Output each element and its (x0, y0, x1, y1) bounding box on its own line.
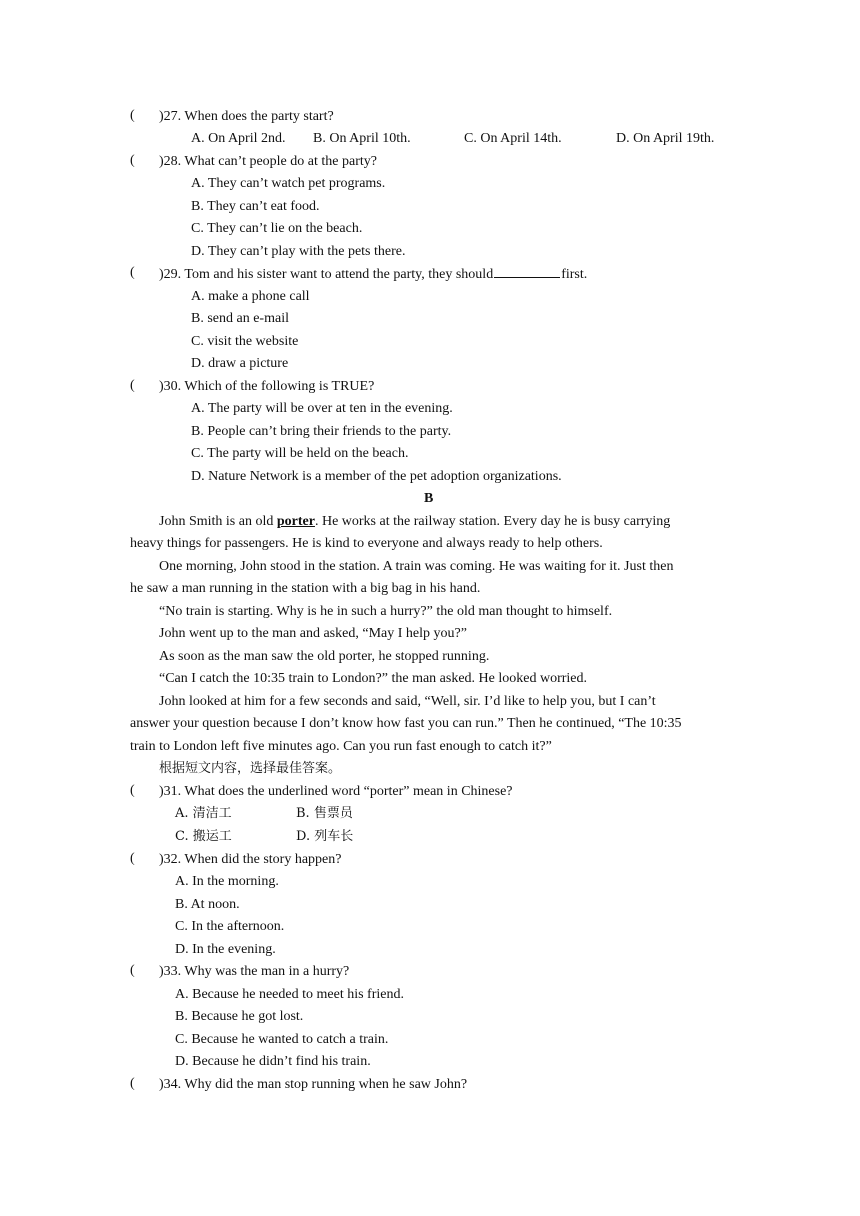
passage-line (159, 513, 670, 531)
passage-line: answer your question because I don’t know how fast you can run.” Then he continued, “The 10:35 (130, 716, 682, 731)
question-stem: )27. When does the party start? (159, 109, 334, 124)
answer-paren[interactable]: ( (130, 108, 135, 123)
passage-line: “No train is starting. Why is he in such a hurry?” the old man thought to himself. (159, 604, 613, 619)
option-c[interactable]: C. Because he wanted to catch a train. (175, 1032, 389, 1047)
option-b[interactable]: B. send an e-mail (191, 311, 289, 326)
passage-line: “Can I catch the 10:35 train to London?” the man asked. He looked worried. (159, 671, 588, 686)
option-d[interactable]: D. draw a picture (191, 356, 289, 371)
option-b[interactable]: B. 售票员 (296, 806, 353, 821)
option-c[interactable]: C. On April 14th. (464, 131, 562, 146)
option-c[interactable]: C. The party will be held on the beach. (191, 446, 409, 461)
question-stem: )32. When did the story happen? (159, 852, 342, 867)
option-b[interactable]: B. People can’t bring their friends to the party. (191, 424, 452, 439)
option-c[interactable]: C. 搬运工 (175, 829, 232, 844)
option-d[interactable]: D. Because he didn’t find his train. (175, 1054, 371, 1069)
option-a[interactable]: A. They can’t watch pet programs. (191, 176, 386, 191)
option-a[interactable]: A. make a phone call (191, 289, 310, 304)
option-a[interactable]: A. Because he needed to meet his friend. (175, 987, 404, 1002)
question-stem: )31. What does the underlined word “porter” mean in Chinese? (159, 784, 513, 799)
option-b[interactable]: B. At noon. (175, 897, 240, 912)
underlined-word-porter: porter (276, 514, 315, 529)
passage-line: One morning, John stood in the station. A train was coming. He was waiting for it. Just then (159, 559, 674, 574)
answer-paren[interactable]: ( (130, 1076, 135, 1091)
answer-paren[interactable]: ( (130, 963, 135, 978)
option-c[interactable]: C. visit the website (191, 334, 299, 349)
option-a[interactable]: A. On April 2nd. (191, 131, 286, 146)
option-c[interactable]: C. They can’t lie on the beach. (191, 221, 363, 236)
option-b[interactable]: B. They can’t eat food. (191, 199, 320, 214)
instruction-text: 根据短文内容，选择最佳答案。 (159, 761, 342, 776)
section-heading: B (424, 491, 434, 506)
answer-paren[interactable]: ( (130, 851, 135, 866)
option-c[interactable]: C. In the afternoon. (175, 919, 285, 934)
option-d[interactable]: D. They can’t play with the pets there. (191, 244, 406, 259)
option-d[interactable]: D. In the evening. (175, 942, 276, 957)
option-d[interactable]: D. Nature Network is a member of the pet adoption organizations. (191, 469, 562, 484)
question-stem: )33. Why was the man in a hurry? (159, 964, 350, 979)
question-stem: )34. Why did the man stop running when he saw John? (159, 1077, 468, 1092)
passage-line: John went up to the man and asked, “May I help you?” (159, 626, 467, 641)
passage-text: . He works at the railway station. Every day he is busy carrying (314, 514, 671, 529)
question-stem (159, 265, 587, 284)
passage-line: he saw a man running in the station with a big bag in his hand. (130, 581, 481, 596)
passage-line: train to London left five minutes ago. Can you run fast enough to catch it?” (130, 739, 552, 754)
answer-paren[interactable]: ( (130, 153, 135, 168)
answer-paren[interactable]: ( (130, 378, 135, 393)
passage-line: heavy things for passengers. He is kind to everyone and always ready to help others. (130, 536, 603, 551)
answer-paren[interactable]: ( (130, 265, 135, 280)
stem-before-blank: )29. Tom and his sister want to attend the party, they should (159, 267, 494, 282)
passage-text: John Smith is an old (159, 514, 277, 529)
stem-after-blank: first. (561, 267, 588, 282)
option-d[interactable]: D. On April 19th. (616, 131, 715, 146)
question-stem: )30. Which of the following is TRUE? (159, 379, 375, 394)
option-a[interactable]: A. In the morning. (175, 874, 279, 889)
option-a[interactable]: A. The party will be over at ten in the evening. (191, 401, 453, 416)
passage-line: John looked at him for a few seconds and said, “Well, sir. I’d like to help you, but I can’t (159, 694, 656, 709)
question-stem: )28. What can’t people do at the party? (159, 154, 377, 169)
passage-line: As soon as the man saw the old porter, he stopped running. (159, 649, 490, 664)
option-d[interactable]: D. 列车长 (296, 829, 354, 844)
option-b[interactable]: B. Because he got lost. (175, 1009, 304, 1024)
fill-blank[interactable] (494, 265, 560, 278)
option-a[interactable]: A. 清洁工 (175, 806, 232, 821)
option-b[interactable]: B. On April 10th. (313, 131, 411, 146)
answer-paren[interactable]: ( (130, 783, 135, 798)
